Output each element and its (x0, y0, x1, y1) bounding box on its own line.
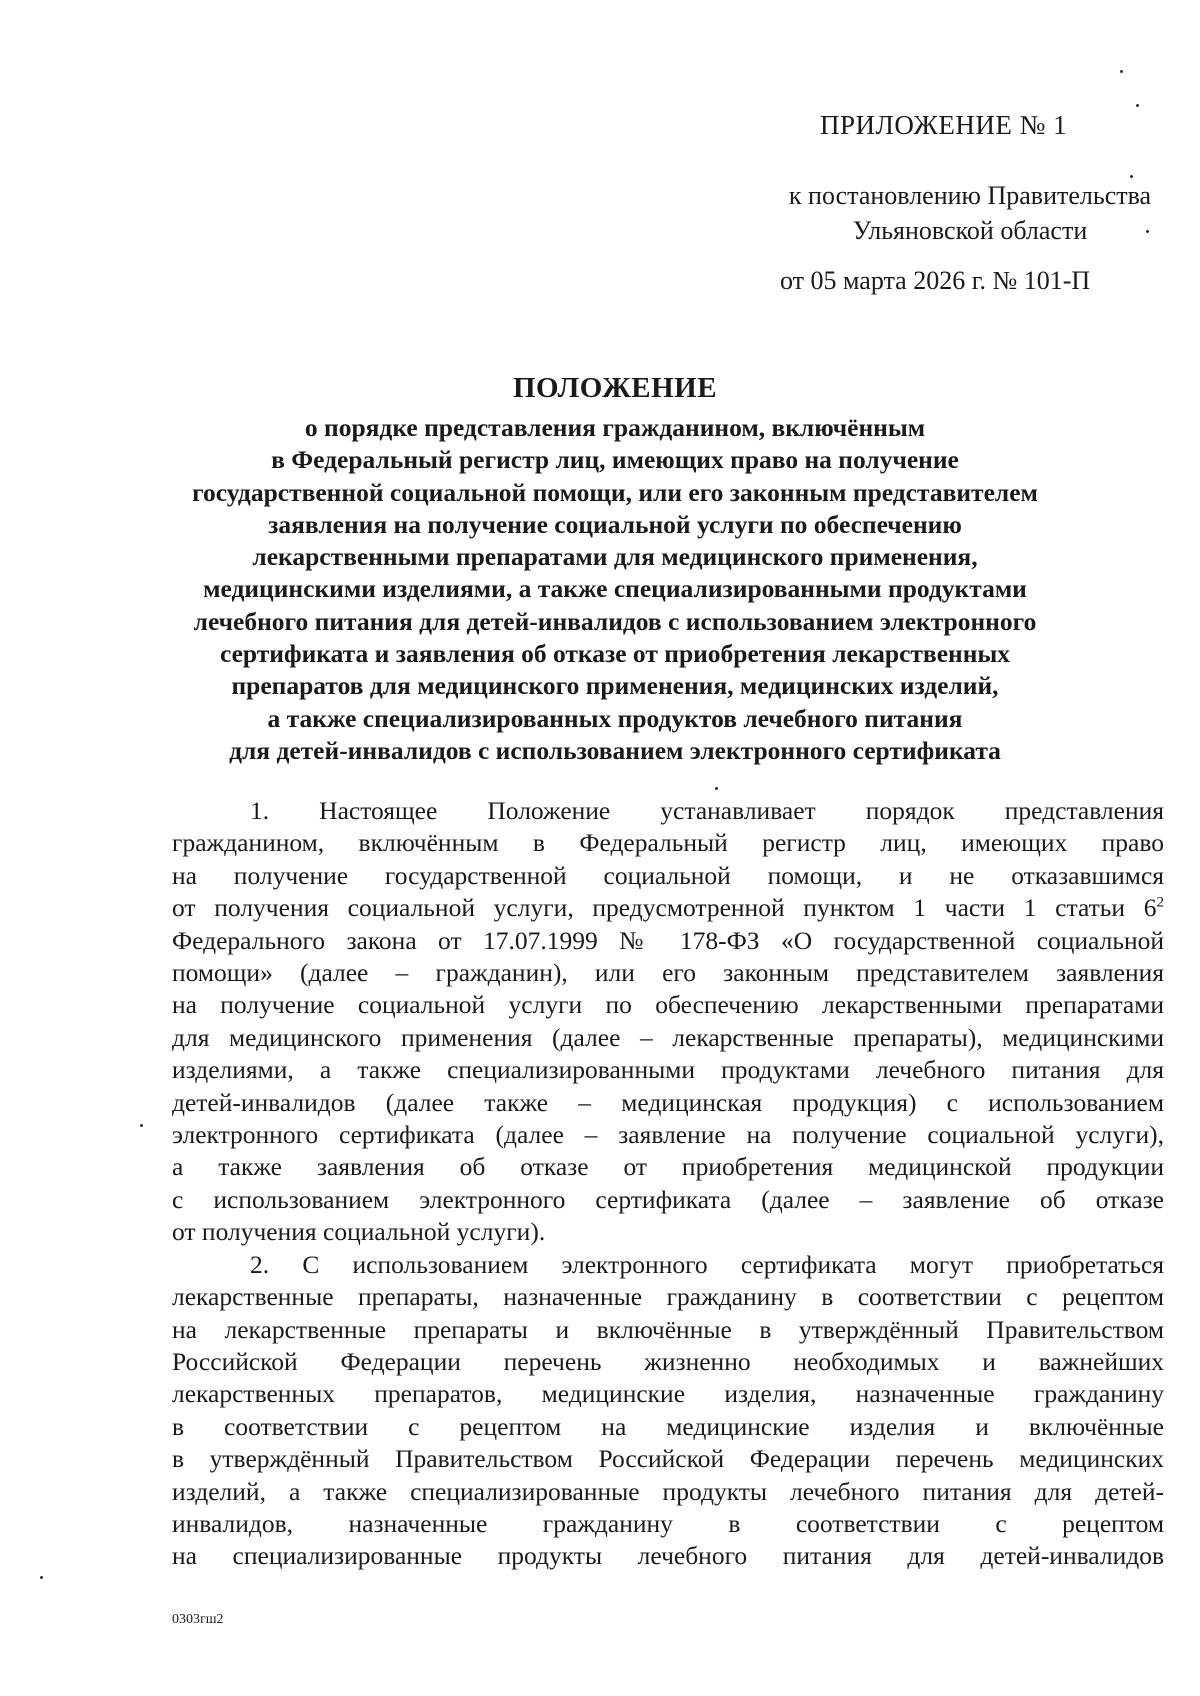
decree-date: от 05 марта 2026 г. № 101-П (780, 266, 1091, 295)
article-superscript: 2 (1156, 894, 1164, 911)
document-subtitle (150, 412, 1080, 767)
paragraph-line (172, 892, 1164, 924)
paragraph-line: электронного сертификата (далее – заявление на получение социальной услуги), (172, 1120, 1164, 1150)
subtitle-line: лекарственными препаратами для медицинского применения, (252, 542, 978, 572)
scan-speck (1146, 230, 1149, 233)
paragraph-line: на лекарственные препараты и включённые в утверждённый Правительством (172, 1314, 1164, 1344)
paragraph-line: с использованием электронного сертификата (далее – заявление об отказе (172, 1184, 1164, 1214)
paragraph-line: изделиями, а также специализированными продуктами лечебного питания для (172, 1055, 1164, 1085)
subtitle-line: препаратов для медицинского применения, медицинских изделий, (231, 671, 999, 701)
paragraph-line: в соответствии с рецептом на медицинские изделия и включённые (172, 1411, 1164, 1441)
subtitle-line: в Федеральный регистр лиц, имеющих право на получение (271, 445, 959, 475)
appendix-label: ПРИЛОЖЕНИЕ № 1 (820, 110, 1068, 140)
decree-reference (770, 178, 1170, 248)
paragraph-1 (172, 795, 1164, 1249)
paragraph-line: в утверждённый Правительством Российской Федерации перечень медицинских (172, 1444, 1164, 1474)
paragraph-line: детей-инвалидов (далее также – медицинская продукция) с использованием (172, 1087, 1164, 1117)
subtitle-line: заявления на получение социальной услуги по обеспечению (268, 509, 962, 539)
scan-speck (1120, 70, 1123, 73)
paragraph-line: лекарственные препараты, назначенные гражданину в соответствии с рецептом (172, 1282, 1164, 1312)
paragraph-line: инвалидов, назначенные гражданину в соответствии с рецептом (172, 1508, 1164, 1538)
scan-speck (1130, 175, 1133, 178)
subtitle-line: а также специализированных продуктов лечебного питания (267, 703, 963, 733)
paragraph-line: Российской Федерации перечень жизненно необходимых и важнейших (172, 1346, 1164, 1376)
paragraph-line: от получения социальной услуги). (172, 1217, 546, 1247)
scan-speck (140, 1124, 143, 1127)
document-code: 0303гш2 (172, 1612, 224, 1627)
paragraph-line: изделий, а также специализированные продукты лечебного питания для детей- (172, 1476, 1164, 1506)
paragraph-line: лекарственных препаратов, медицинские изделия, назначенные гражданину (172, 1379, 1164, 1409)
paragraph-line: 1. Настоящее Положение устанавливает порядок представления (250, 796, 1164, 825)
paragraph-line: помощи» (далее – гражданин), или его законным представителем заявления (172, 958, 1164, 988)
scan-speck (40, 1576, 43, 1579)
paragraph-line: гражданином, включённым в Федеральный регистр лиц, имеющих право (172, 828, 1164, 858)
paragraph-line: Федерального закона от 17.07.1999 № 178-ФЗ «О государственной социальной (172, 925, 1164, 955)
paragraph-line: 2. С использованием электронного сертификата могут приобретаться (250, 1249, 1164, 1279)
scan-speck (715, 787, 718, 790)
decree-line-1: к постановлению Правительства (788, 181, 1152, 210)
subtitle-line: государственной социальной помощи, или его законным представителем (192, 477, 1038, 507)
paragraph-line: а также заявления об отказе от приобретения медицинской продукции (172, 1152, 1164, 1182)
paragraph-line: на получение государственной социальной помощи, и не отказавшимся (172, 860, 1164, 890)
scan-speck (1136, 104, 1139, 107)
paragraph-2 (172, 1249, 1164, 1573)
paragraph-line: на получение социальной услуги по обеспечению лекарственными препаратами (172, 990, 1164, 1020)
paragraph-line: для медицинского применения (далее – лекарственные препараты), медицинскими (172, 1022, 1164, 1052)
decree-line-2: Ульяновской области (852, 216, 1088, 245)
subtitle-line: для детей-инвалидов с использованием электронного сертификата (229, 735, 1001, 765)
paragraph-line: на специализированные продукты лечебного питания для детей-инвалидов (172, 1541, 1164, 1571)
subtitle-line: медицинскими изделиями, а также специализированными продуктами (203, 574, 1027, 604)
paragraph-line-text: от получения социальной услуги, предусмотренной пунктом 1 части 1 статьи 6 (172, 893, 1157, 923)
document-body (172, 795, 1164, 1573)
subtitle-line: о порядке представления гражданином, включённым (304, 413, 926, 442)
subtitle-line: сертификата и заявления об отказе от приобретения лекарственных (219, 639, 1011, 669)
subtitle-line: лечебного питания для детей-инвалидов с использованием электронного (193, 606, 1037, 636)
document-title: ПОЛОЖЕНИЕ (512, 372, 718, 404)
